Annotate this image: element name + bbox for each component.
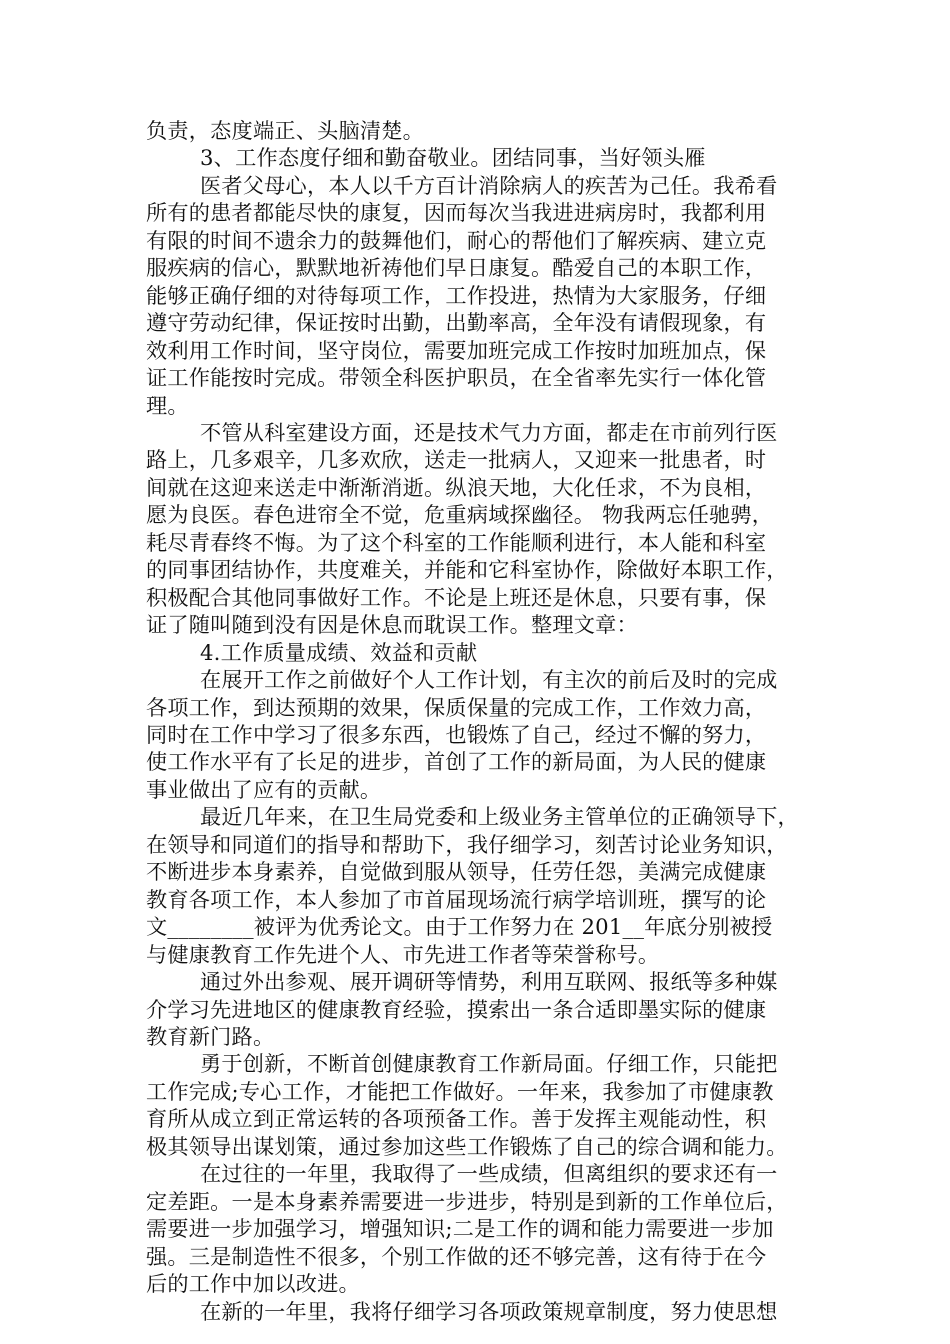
text-line: 育所从成立到正常运转的各项预备工作。善于发挥主观能动性，积 — [146, 1106, 767, 1132]
text-line: 的同事团结协作，共度难关，并能和它科室协作，除做好本职工作， — [146, 557, 788, 583]
text-line: 间就在这迎来送走中渐渐消逝。纵浪天地，大化任求，不为良相， — [146, 474, 767, 500]
text-line: 文________被评为优秀论文。由于工作努力在 201__年底分别被授 — [146, 914, 773, 940]
text-line: 有限的时间不遗余力的鼓舞他们，耐心的帮他们了解疾病、建立克 — [146, 227, 767, 253]
text-line: 服疾病的信心，默默地祈祷他们早日康复。酷爱自己的本职工作， — [146, 255, 767, 281]
text-line: 不管从科室建设方面，还是技术气力方面，都走在市前列行医 — [200, 420, 778, 445]
text-line: 耗尽青春终不悔。为了这个科室的工作能顺利进行，本人能和科室 — [146, 529, 767, 555]
text-line: 通过外出参观、展开调研等情势，利用互联网、报纸等多种媒 — [200, 969, 778, 995]
text-line: 在新的一年里，我将仔细学习各项政策规章制度，努力使思想 — [200, 1298, 778, 1324]
text-line: 理。 — [146, 392, 189, 418]
text-line: 强。三是制造性不很多，个别工作做的还不够完善，这有待于在今 — [146, 1243, 767, 1269]
text-line: 最近几年来，在卫生局党委和上级业务主管单位的正确领导下， — [200, 804, 799, 830]
text-line: 效利用工作时间，坚守岗位，需要加班完成工作按时加班加点，保 — [146, 337, 767, 363]
section-heading: 4.工作质量成绩、效益和贡献 — [200, 639, 478, 665]
text-line: 路上，几多艰辛，几多欢欣，送走一批病人，又迎来一批患者，时 — [146, 447, 767, 473]
text-line: 介学习先进地区的健康教育经验，摸索出一条合适即墨实际的健康 — [146, 996, 767, 1022]
text-line: 遵守劳动纪律，保证按时出勤，出勤率高，全年没有请假现象，有 — [146, 310, 767, 336]
text-line: 所有的患者都能尽快的康复，因而每次当我进进病房时，我都利用 — [146, 200, 767, 226]
text-line: 医者父母心，本人以千方百计消除病人的疾苦为己任。我希看 — [200, 172, 778, 198]
text-line: 能够正确仔细的对待每项工作，工作投进，热情为大家服务，仔细 — [146, 282, 767, 308]
text-line: 教育各项工作，本人参加了市首届现场流行病学培训班，撰写的论 — [146, 886, 767, 912]
text-line: 在过往的一年里，我取得了一些成绩，但离组织的要求还有一 — [200, 1161, 778, 1187]
text-line: 各项工作，到达预期的效果，保质保量的完成工作，工作效力高， — [146, 694, 767, 720]
text-line: 不断进步本身素养，自觉做到服从领导，任劳任怨，美满完成健康 — [146, 859, 767, 885]
text-line: 同时在工作中学习了很多东西，也锻炼了自己，经过不懈的努力， — [146, 722, 767, 747]
text-line: 与健康教育工作先进个人、市先进工作者等荣誉称号。 — [146, 941, 660, 967]
section-heading: 3、工作态度仔细和勤奋敬业。团结同事，当好领头雁 — [200, 145, 706, 171]
text-line: 后的工作中加以改进。 — [146, 1271, 360, 1297]
text-line: 教育新门路。 — [146, 1024, 275, 1049]
text-line: 在领导和同道们的指导和帮助下，我仔细学习，刻苦讨论业务知识， — [146, 831, 788, 857]
text-line: 负责，态度端正、头脑清楚。 — [146, 118, 425, 143]
text-line: 使工作水平有了长足的进步，首创了工作的新局面，为人民的健康 — [146, 749, 767, 775]
text-line: 愿为良医。春色进帘全不觉，危重病域探幽径。 物我两忘任驰骋， — [146, 502, 774, 528]
text-line: 积极配合其他同事做好工作。不论是上班还是休息，只要有事，保 — [146, 584, 767, 610]
text-line: 在展开工作之前做好个人工作计划，有主次的前后及时的完成 — [200, 667, 778, 693]
text-line: 事业做出了应有的贡献。 — [146, 776, 382, 802]
text-line: 极其领导出谋划策，通过参加这些工作锻炼了自己的综合调和能力。 — [146, 1133, 788, 1159]
text-line: 定差距。一是本身素养需要进一步进步，特别是到新的工作单位后， — [146, 1188, 788, 1214]
text-line: 证了随叫随到没有因是休息而耽误工作。整理文章： — [146, 612, 638, 638]
text-line: 证工作能按时完成。带领全科医护职员，在全省率先实行一体化管 — [146, 365, 767, 391]
text-line: 工作完成;专心工作，才能把工作做好。一年来，我参加了市健康教 — [146, 1078, 774, 1104]
text-line: 需要进一步加强学习，增强知识;二是工作的调和能力需要进一步加 — [146, 1216, 774, 1242]
text-line: 勇于创新，不断首创健康教育工作新局面。仔细工作，只能把 — [200, 1051, 778, 1077]
